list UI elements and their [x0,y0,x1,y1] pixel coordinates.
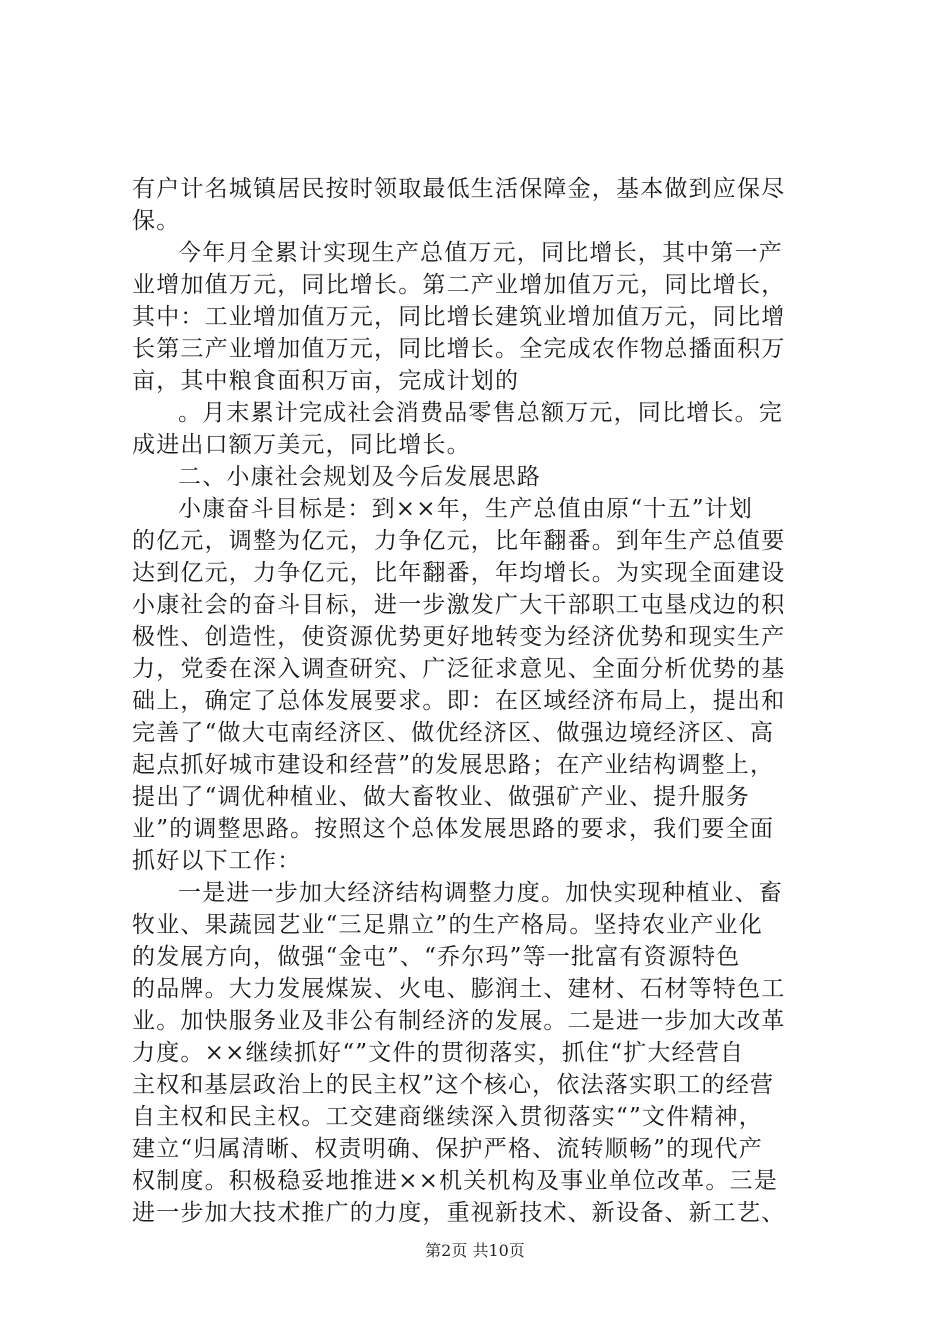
text-line: 的品牌。大力发展煤炭、火电、膨润土、建材、石材等特色工 [132,976,786,1002]
text-line: 自主权和民主权。工交建商继续深入贯彻落实“”文件精神， [132,1104,763,1130]
text-line: 业”的调整思路。按照这个总体发展思路的要求，我们要全面 [132,816,775,842]
paragraph-first-line: 小康奋斗目标是：到××年，生产总值由原“十五”计划 [178,496,754,522]
text-line: 础上，确定了总体发展要求。即：在区域经济布局上，提出和 [132,688,786,714]
text-line: 保。 [132,208,181,234]
text-line: 成进出口额万美元，同比增长。 [132,432,471,458]
text-line: 小康社会的奋斗目标，进一步激发广大干部职工屯垦戍边的积 [132,592,786,618]
text-line: 有户计名城镇居民按时领取最低生活保障金，基本做到应保尽 [132,176,786,202]
section-heading: 二、小康社会规划及今后发展思路 [178,464,541,490]
text-line: 建立“归属清晰、权责明确、保护严格、流转顺畅”的现代产 [132,1136,763,1162]
text-line: 的发展方向，做强“金屯”、“乔尔玛”等一批富有资源特色 [132,944,741,970]
text-line: 抓好以下工作： [132,848,302,874]
text-line: 权制度。积极稳妥地推进××机关机构及事业单位改革。三是 [132,1168,778,1194]
text-line: 极性、创造性，使资源优势更好地转变为经济优势和现实生产 [132,624,786,650]
paragraph-first-line: 今年月全累计实现生产总值万元，同比增长，其中第一产 [178,240,783,266]
text-line: 达到亿元，力争亿元，比年翻番，年均增长。为实现全面建设 [132,560,786,586]
text-line: 业。加快服务业及非公有制经济的发展。二是进一步加大改革 [132,1008,786,1034]
page-footer: 第2页 共10页 [425,1241,525,1260]
text-line: 牧业、果蔬园艺业“三足鼎立”的生产格局。坚持农业产业化 [132,912,763,938]
text-line: 起点抓好城市建设和经营”的发展思路；在产业结构调整上， [132,752,775,778]
text-line: 进一步加大技术推广的力度，重视新技术、新设备、新工艺、 [132,1200,786,1226]
text-line: 力度。××继续抓好“”文件的贯彻落实，抓住“扩大经营自 [132,1040,745,1066]
text-line: 业增加值万元，同比增长。第二产业增加值万元，同比增长， [132,272,786,298]
paragraph-first-line: 一是进一步加大经济结构调整力度。加快实现种植业、畜 [178,880,783,906]
text-line: 完善了“做大屯南经济区、做优经济区、做强边境经济区、高 [132,720,775,746]
text-line: 主权和基层政治上的民主权”这个核心，依法落实职工的经营 [132,1072,775,1098]
text-line: 长第三产业增加值万元，同比增长。全完成农作物总播面积万 [132,336,786,362]
text-line: 的亿元，调整为亿元，力争亿元，比年翻番。到年生产总值要 [132,528,786,554]
text-line: 力，党委在深入调查研究、广泛征求意见、全面分析优势的基 [132,656,786,682]
text-line: 其中：工业增加值万元，同比增长建筑业增加值万元，同比增 [132,304,786,330]
text-line: 亩，其中粮食面积万亩，完成计划的 [132,368,520,394]
paragraph-first-line: 。月末累计完成社会消费品零售总额万元，同比增长。完 [178,400,783,426]
text-line: 提出了“调优种植业、做大畜牧业、做强矿产业、提升服务 [132,784,750,810]
